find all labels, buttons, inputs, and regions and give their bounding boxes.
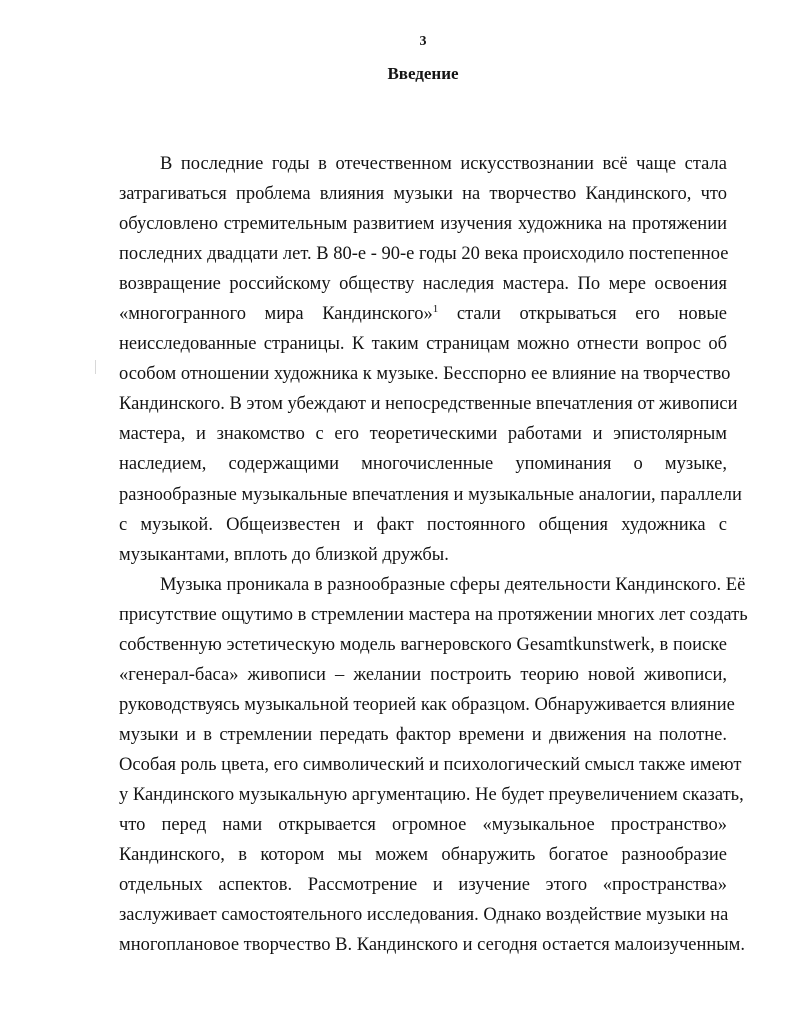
- text-line: разнообразные музыкальные впечатления и музыкальные аналогии, параллели: [119, 484, 742, 505]
- page-title: Введение: [387, 64, 459, 83]
- text-line: возвращение российскому обществу наследия мастера. По мере освоения: [119, 274, 727, 295]
- text-line: у Кандинского музыкальную аргументацию. Не будет преувеличением сказать,: [119, 784, 744, 805]
- text-line: музыкантами, вплоть до близкой дружбы.: [119, 544, 449, 565]
- text-line-with-footnote: [119, 299, 727, 329]
- body-text: [119, 149, 748, 960]
- text-line: Кандинского. В этом убеждают и непосредственные впечатления от живописи: [119, 394, 738, 415]
- scan-margin-mark: [95, 360, 96, 374]
- text-line: затрагиваться проблема влияния музыки на творчество Кандинского, что: [119, 184, 727, 205]
- text-line: многоплановое творчество В. Кандинского и сегодня остается малоизученным.: [119, 935, 746, 956]
- text-line: неисследованные страницы. К таким страницам можно отнести вопрос об: [119, 334, 727, 355]
- text-line: мастера, и знакомство с его теоретическими работами и эпистолярным: [119, 424, 727, 445]
- text-fragment: стали открываться его новые: [438, 304, 727, 325]
- text-line: отдельных аспектов. Рассмотрение и изучение этого «пространства»: [119, 875, 727, 896]
- text-line: музыки и в стремлении передать фактор времени и движения на полотне.: [119, 724, 727, 745]
- quoted-phrase: «многогранного мира Кандинского»: [119, 304, 433, 325]
- text-line: с музыкой. Общеизвестен и факт постоянного общения художника с: [119, 514, 727, 535]
- paragraph-2: [119, 570, 748, 961]
- text-line: особом отношении художника к музыке. Бесспорно ее влияние на творчество: [119, 364, 731, 385]
- text-line: В последние годы в отечественном искусствознании всё чаще стала: [160, 154, 727, 174]
- text-line: Кандинского, в котором мы можем обнаружить богатое разнообразие: [119, 845, 727, 866]
- text-line: «генерал-баса» живописи – желании построить теорию новой живописи,: [119, 664, 727, 685]
- text-line: присутствие ощутимо в стремлении мастера на протяжении многих лет создать: [119, 604, 748, 625]
- text-line: обусловлено стремительным развитием изучения художника на протяжении: [119, 214, 727, 235]
- text-line: заслуживает самостоятельного исследования. Однако воздействие музыки на: [119, 905, 729, 926]
- text-line: собственную эстетическую модель вагнеровского Gesamtkunstwerk, в поиске: [119, 634, 727, 655]
- page-number: 3: [419, 34, 427, 49]
- paragraph-1: [119, 149, 742, 570]
- text-line: Особая роль цвета, его символический и психологический смысл также имеют: [119, 754, 742, 775]
- text-line: Музыка проникала в разнообразные сферы деятельности Кандинского. Её: [160, 574, 746, 595]
- footnote-marker: 1: [432, 303, 439, 316]
- text-line: что перед нами открывается огромное «музыкальное пространство»: [119, 815, 727, 836]
- text-line: последних двадцати лет. В 80-е - 90-е годы 20 века происходило постепенное: [119, 244, 729, 265]
- text-line: наследием, содержащими многочисленные упоминания о музыке,: [119, 454, 727, 475]
- text-line: руководствуясь музыкальной теорией как образцом. Обнаруживается влияние: [119, 694, 735, 715]
